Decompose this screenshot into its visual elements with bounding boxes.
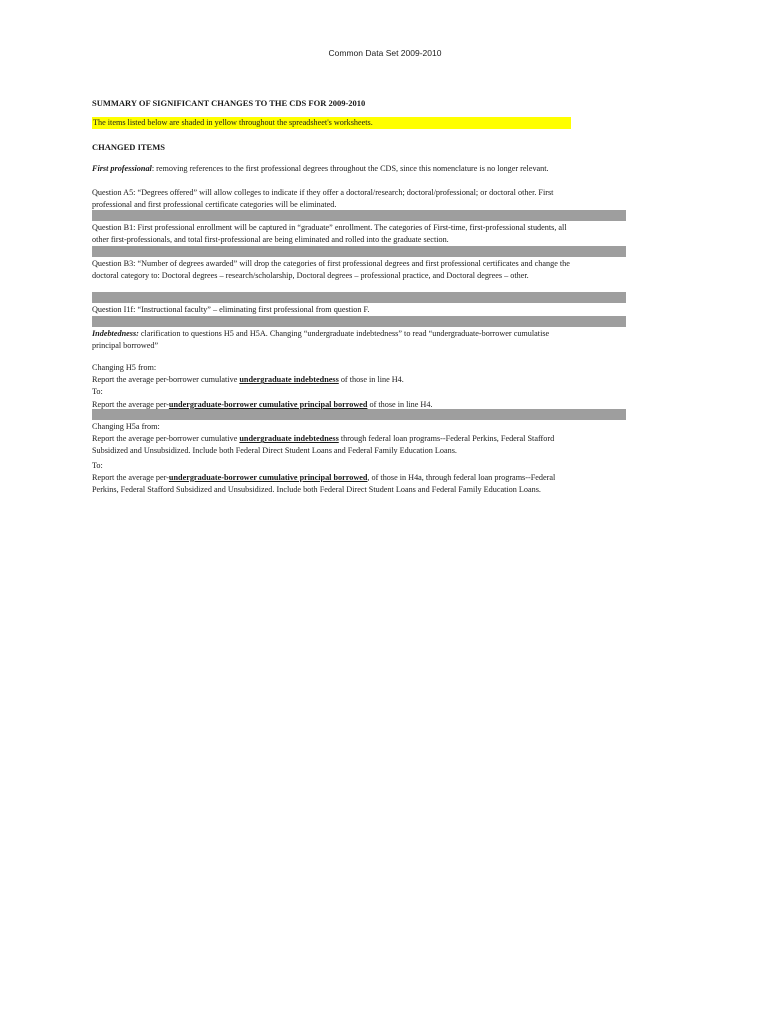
indebtedness-text: clarification to questions H5 and H5A. Changing “undergraduate indebtedness” to read “undergraduate-borrower cumulatise [138, 329, 550, 338]
h5-to-label: To: [92, 387, 103, 397]
h5a-to-term: undergraduate-borrower cumulative principal borrowed [168, 472, 368, 482]
changed-items-title: CHANGED ITEMS [92, 142, 165, 152]
question-a5 [92, 187, 626, 211]
shaded-row [92, 210, 626, 221]
shaded-row [92, 316, 626, 327]
h5a-change [92, 421, 626, 496]
h5a-to-line2: Perkins, Federal Stafford Subsidized and Unsubsidized. Include both Federal Direct Student Loans and Federal Family Education Loans. [92, 485, 541, 495]
question-i1f: Question I1f: “Instructional faculty” – eliminating first professional from question F. [92, 305, 370, 314]
question-b3 [92, 258, 626, 282]
first-professional-text: : removing references to the first professional degrees throughout the CDS, since this nomenclature is no longer relevant. [151, 164, 549, 173]
indebtedness-line1 [92, 328, 626, 340]
question-b1 [92, 222, 626, 246]
indebtedness-label: Indebtedness: [92, 329, 139, 338]
h5-to-term: undergraduate-borrower cumulative principal borrowed [168, 399, 368, 409]
page-header: Common Data Set 2009-2010 [328, 48, 442, 58]
h5a-from-post: through federal loan programs--Federal Perkins, Federal Stafford [338, 434, 555, 444]
h5-change [92, 362, 626, 411]
summary-title: SUMMARY OF SIGNIFICANT CHANGES TO THE CDS FOR 2009-2010 [92, 98, 366, 108]
h5-from [92, 374, 626, 386]
question-b1-line2: other first-professionals, and total first-professional are being eliminated and rolled into the graduate section. [92, 235, 449, 245]
h5-from-term: undergraduate indebtedness [239, 375, 339, 385]
h5a-from-pre: Report the average per-borrower cumulative [92, 434, 240, 444]
h5-to-pre: Report the average per- [92, 399, 169, 409]
indebtedness-item [92, 328, 626, 352]
question-b1-line1: Question B1: First professional enrollment will be captured in “graduate” enrollment. The categories of First-time, first-professional students, all [92, 223, 567, 232]
shaded-row [92, 292, 626, 303]
question-b3-line2: doctoral category to: Doctoral degrees – research/scholarship, Doctoral degrees – professional practice, and Doctoral degrees – other. [92, 271, 529, 281]
h5a-to-label: To: [92, 460, 103, 470]
highlight-note: The items listed below are shaded in yellow throughout the spreadsheet's worksheets. [92, 117, 571, 129]
h5a-changing: Changing H5a from: [92, 422, 160, 431]
h5a-to-pre: Report the average per- [92, 472, 169, 482]
question-a5-line1: Question A5: “Degrees offered” will allow colleges to indicate if they offer a doctoral/research; doctoral/professional; or doctoral other. First [92, 188, 554, 197]
h5a-to-post: , of those in H4a, through federal loan programs--Federal [367, 472, 556, 482]
h5a-from-line2: Subsidized and Unsubsidized. Include both Federal Direct Student Loans and Federal Family Education Loans. [92, 446, 457, 456]
shaded-row [92, 246, 626, 257]
shaded-row [92, 409, 626, 420]
h5-from-post: of those in line H4. [338, 375, 404, 385]
h5-to-post: of those in line H4. [367, 399, 433, 409]
question-a5-line2: professional and first professional certificate categories will be eliminated. [92, 200, 337, 210]
indebtedness-line2: principal borrowed” [92, 341, 159, 351]
h5a-to [92, 472, 626, 484]
h5-changing: Changing H5 from: [92, 363, 157, 372]
h5a-from [92, 433, 626, 445]
first-professional-label: First professional [92, 164, 152, 173]
h5-from-pre: Report the average per-borrower cumulative [92, 375, 240, 385]
first-professional-item [92, 163, 626, 175]
h5a-from-term: undergraduate indebtedness [239, 434, 339, 444]
question-b3-line1: Question B3: “Number of degrees awarded” will drop the categories of first professional degrees and first professional certificates and change the [92, 259, 570, 268]
